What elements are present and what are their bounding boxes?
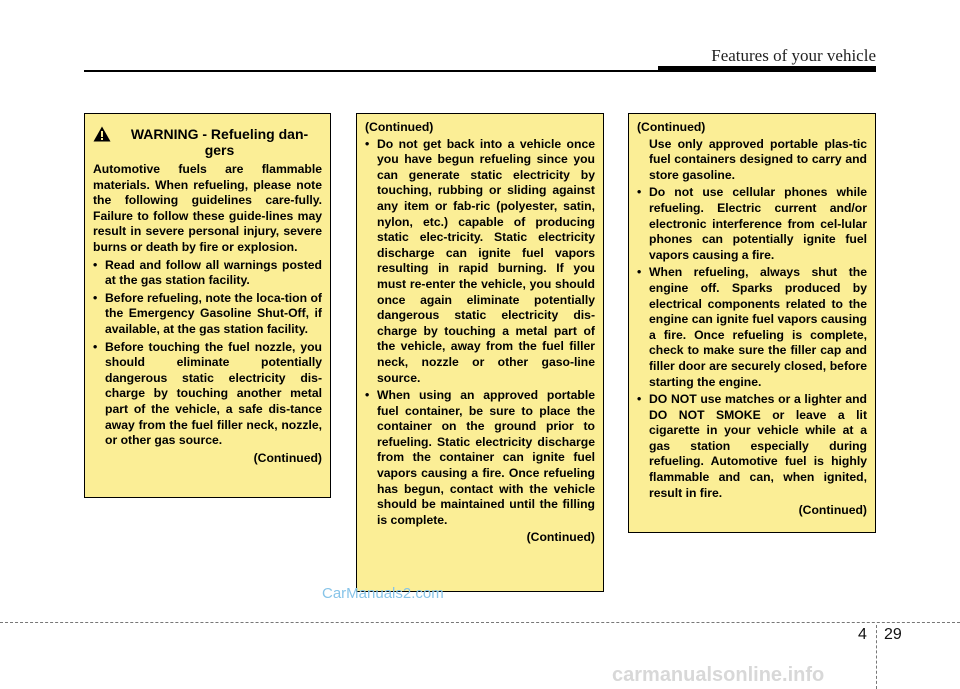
- bullet-item: • When using an approved portable fuel container, be sure to place the container on the ground prior to refueling. Static electricity discharge from the container can ignite fuel vapors causing a fire. Once refueling has begun, contact with the vehicle should be maintained until the filling is complete.: [365, 388, 595, 528]
- bullet-item: • Before touching the fuel nozzle, you should eliminate potentially dangerous static electricity dis-charge by touching another metal part of the vehicle, a safe dis-tance away from the fuel filler neck, nozzle, or other gas source.: [93, 340, 322, 449]
- warning-box-1: [84, 113, 331, 498]
- watermark-link[interactable]: CarManuals2.com: [322, 585, 444, 602]
- warning-box-2: [356, 113, 604, 592]
- warning-bullet-list: [365, 137, 595, 529]
- bullet-item: • Read and follow all warnings posted at the gas station facility.: [93, 258, 322, 289]
- continued-label: (Continued): [253, 450, 322, 465]
- continuation-text: Use only approved portable plas-tic fuel containers designed to carry and store gasoline.: [649, 136, 867, 182]
- footer-divider: [876, 625, 877, 689]
- warning-bullet-list: [93, 258, 322, 449]
- warning-heading: [93, 126, 322, 158]
- warning-intro: Automotive fuels are flammable materials. When refueling, please note the following guidelines care-fully. Failure to follow these guide-lines may result in severe personal injury, severe burns or death by fire or explosion.: [93, 162, 322, 254]
- warning-bullet-list: [637, 185, 867, 501]
- warning-title: WARNING - Refueling dan-gers: [130, 126, 309, 158]
- bullet-item: • Do not use cellular phones while refueling. Electric current and/or electronic interference from cel-lular phones can potentially ignite fuel vapors causing a fire.: [637, 185, 867, 263]
- bullet-item: • DO NOT use matches or a lighter and DO NOT SMOKE or leave a lit cigarette in your vehicle while at a gas station especially during refueling. Automotive fuel is highly flammable and can, when ignited, result in fire.: [637, 392, 867, 501]
- bullet-item: • Do not get back into a vehicle once you have begun refueling since you can generate static electricity by touching, rubbing or sliding against any item or fab-ric (polyester, satin, nylon, etc.) capable of producing static elec-tricity. Static electricity discharge can ignite fuel vapors resulting in rapid burning. If you must re-enter the vehicle, you should once again eliminate potentially dangerous static electricity dis-charge by touching a metal part of the vehicle, away from the fuel filler neck, nozzle or other gaso-line source.: [365, 137, 595, 387]
- continued-label-top: (Continued): [365, 120, 434, 134]
- continued-label: (Continued): [526, 530, 595, 545]
- chapter-number: 4: [858, 626, 867, 643]
- continued-label-top: (Continued): [637, 120, 706, 134]
- bottom-watermark: carmanualsonline.info: [612, 664, 825, 686]
- footer-rule: [0, 622, 960, 623]
- continued-label: (Continued): [798, 503, 867, 518]
- bullet-item: • Before refueling, note the loca-tion of the Emergency Gasoline Shut-Off, if available, at the gas station facility.: [93, 291, 322, 338]
- warning-box-3: [628, 113, 876, 533]
- page-number: 29: [884, 626, 902, 643]
- bullet-item: • When refueling, always shut the engine off. Sparks produced by electrical components related to the engine can ignite fuel vapors causing a fire. Once refueling is complete, check to make sure the filler cap and filler door are securely closed, before starting the engine.: [637, 265, 867, 390]
- page-header-title: Features of your vehicle: [711, 46, 876, 65]
- warning-triangle-icon: [93, 126, 111, 142]
- header-rule-accent: [658, 66, 876, 72]
